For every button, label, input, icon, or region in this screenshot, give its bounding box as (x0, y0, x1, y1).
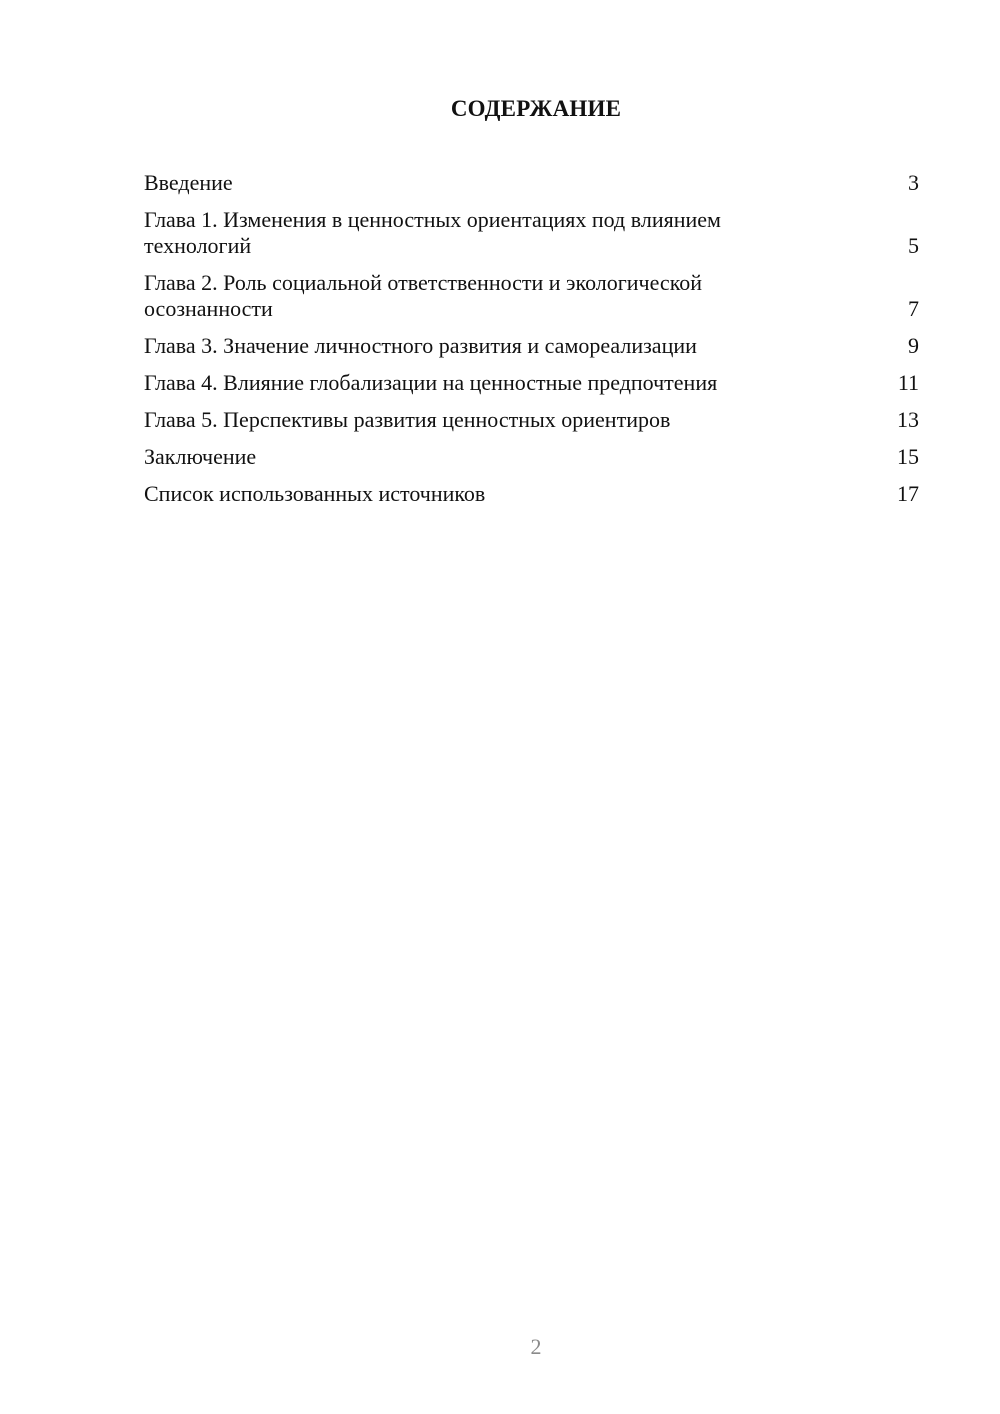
toc-entry-page: 3 (908, 170, 919, 195)
toc-entry-page: 7 (908, 296, 919, 321)
toc-entry-chapter-3[interactable] (144, 333, 919, 359)
toc-entry-title: Глава 1. Изменения в ценностных ориентациях под влиянием технологий (144, 207, 721, 258)
toc-entry-references[interactable] (144, 481, 919, 507)
toc-entry-page: 9 (908, 333, 919, 358)
toc-entry-chapter-4[interactable] (144, 370, 919, 396)
toc-entry-chapter-1[interactable] (144, 207, 919, 259)
toc-entry-page: 15 (897, 444, 919, 469)
toc-entry-title: Список использованных источников (144, 481, 486, 506)
toc-entry-page: 13 (897, 407, 919, 432)
toc-entry-title: Введение (144, 170, 233, 195)
toc-entry-page: 5 (908, 233, 919, 258)
toc-entry-title: Глава 2. Роль социальной ответственности и экологической осознанности (144, 270, 703, 321)
page-title: СОДЕРЖАНИЕ (450, 96, 622, 121)
toc-entry-title: Глава 5. Перспективы развития ценностных ориентиров (144, 407, 671, 432)
toc-entry-introduction[interactable] (144, 170, 919, 196)
toc-entry-page: 11 (897, 370, 919, 395)
toc-entry-page: 17 (897, 481, 919, 506)
page-number: 2 (530, 1334, 542, 1359)
table-of-contents (144, 170, 919, 518)
toc-entry-title: Глава 4. Влияние глобализации на ценностные предпочтения (144, 370, 718, 395)
toc-entry-title: Глава 3. Значение личностного развития и самореализации (144, 333, 697, 358)
toc-entry-conclusion[interactable] (144, 444, 919, 470)
toc-entry-chapter-5[interactable] (144, 407, 919, 433)
toc-entry-title: Заключение (144, 444, 257, 469)
toc-entry-chapter-2[interactable] (144, 270, 919, 322)
